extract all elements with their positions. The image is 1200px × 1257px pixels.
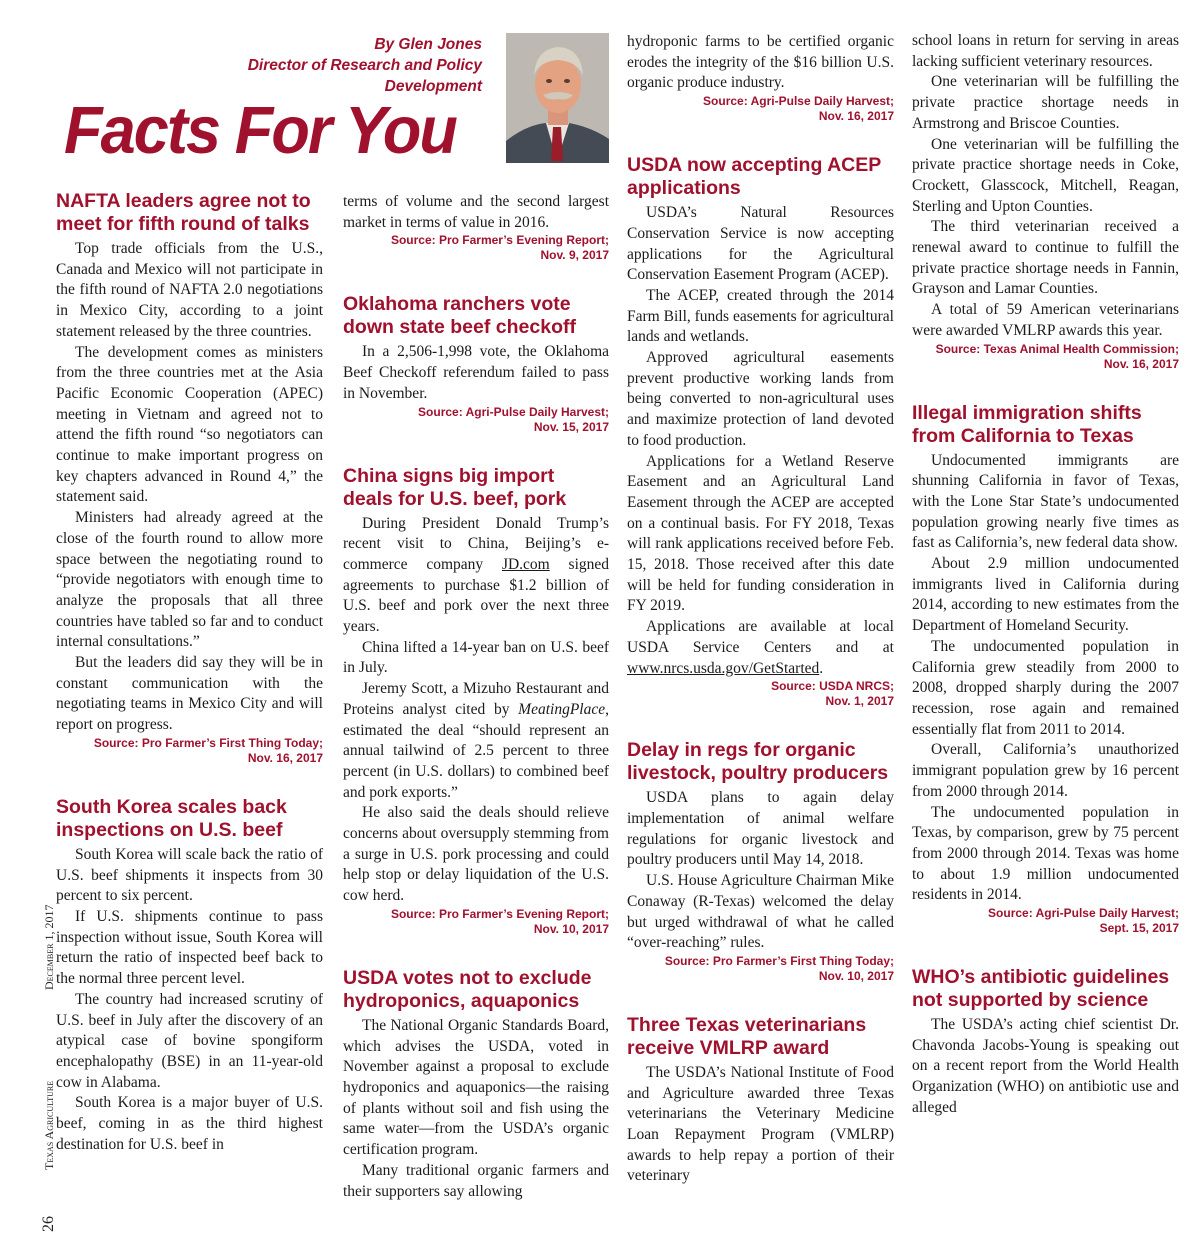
jd-link[interactable]: JD.com [501, 555, 550, 573]
paragraph: One veterinarian will be fulfilling the private practice shortage needs in Coke, Crockett, Glasscock, Mitchell, Reagan, Sterling and Upton Counties. [912, 135, 1179, 215]
byline-name: By Glen Jones [374, 36, 482, 53]
text: Jeremy Scott, a Mizuho Restaurant and Proteins analyst cited by [343, 680, 609, 718]
headline: NAFTA leaders agree not to meet for fifth round of talks [56, 190, 311, 235]
article-china [343, 465, 609, 937]
folio-date: December 1, 2017 [42, 904, 56, 990]
author-photo [506, 33, 609, 163]
source-date: Nov. 9, 2017 [540, 248, 609, 263]
text: Applications are available at local USDA Service Centers and at [627, 618, 894, 656]
paragraph: South Korea is a major buyer of U.S. beef, coming in as the third highest destination for U.S. beef in [56, 1094, 323, 1153]
text: . [819, 659, 824, 677]
paragraph: The USDA’s acting chief scientist Dr. Chavonda Jacobs-Young is speaking out on a recent report from the World Health Organization (WHO) on antibiotic use and alleged [912, 1016, 1179, 1116]
paragraph: About 2.9 million undocumented immigrants lived in California during 2014, according to new estimates from the Department of Homeland Security. [912, 555, 1179, 635]
paragraph-continued: terms of volume and the second largest market in terms of value in 2016. [343, 193, 609, 231]
paragraph: USDA’s Natural Resources Conservation Service is now accepting applications for the Agricultural Conservation Easement Program (ACEP). [627, 204, 894, 284]
paragraph: Approved agricultural easements prevent productive working lands from being converted to non-agricultural uses and maximize protection of land devoted to food production. [627, 349, 894, 449]
headline: Three Texas veterinarians receive VMLRP award [627, 1013, 867, 1059]
source-credit: Source: Pro Farmer’s First Thing Today; [664, 953, 894, 968]
source-credit: Source: Pro Farmer’s Evening Report; [390, 906, 609, 921]
paragraph [627, 617, 894, 679]
paragraph: The development comes as ministers from the three countries met at the Asia Pacific Economic Cooperation (APEC) meeting in Vietnam and agreed not to attend the fifth round “so negotiators can continue to make important progress on key chapters advanced in Round 4,” the statement said. [56, 343, 323, 506]
paragraph: One veterinarian will be fulfilling the private practice shortage needs in Armstrong and Briscoe Counties. [912, 73, 1179, 132]
article-organic-livestock [627, 739, 894, 984]
source-date: Nov. 16, 2017 [247, 750, 323, 765]
source-credit: Source: USDA NRCS; [771, 679, 894, 694]
headline: Oklahoma ranchers vote down state beef checkoff [343, 293, 576, 339]
headline: Delay in regs for organic livestock, poultry producers [627, 739, 889, 785]
paragraph: Overall, California’s unauthorized immigrant population grew by 16 percent from 2000 through 2014. [912, 741, 1179, 800]
source-date: Sept. 15, 2017 [1099, 921, 1179, 936]
headline: Illegal immigration shifts from California to Texas [912, 401, 1142, 447]
source-date: Nov. 10, 2017 [818, 968, 894, 983]
source-date: Nov. 1, 2017 [825, 694, 894, 709]
paragraph: The undocumented population in Texas, by comparison, grew by 75 percent from 2000 through 2014. Texas was home to about 1.9 million undocumented residents in 2014. [912, 803, 1179, 904]
byline-title: Director of Research and Policy Development [247, 57, 482, 95]
source-credit: Source: Agri-Pulse Daily Harvest; [988, 906, 1179, 921]
source-date: Nov. 16, 2017 [1103, 356, 1179, 371]
paragraph [343, 514, 609, 638]
publication-name: MeatingPlace [518, 700, 606, 718]
paragraph: In a 2,506-1,998 vote, the Oklahoma Beef Checkoff referendum failed to pass in November. [343, 343, 609, 402]
paragraph: But the leaders did say they will be in constant communication with the negotiating teams in Mexico City and will report on progress. [56, 654, 323, 734]
article-acep [627, 154, 894, 709]
headline: USDA votes not to exclude hydroponics, aquaponics [343, 966, 592, 1012]
paragraph: The ACEP, created through the 2014 Farm Bill, funds easements for agricultural lands and wetlands. [627, 286, 894, 346]
text: , estimated the deal “should represent an annual tailwind of 2.5 percent to three percent (in U.S. dollars) to combined beef and pork exports.” [343, 700, 609, 801]
headline: WHO’s antibiotic guidelines not supported by science [912, 966, 1170, 1012]
article-oklahoma [343, 293, 609, 434]
byline [150, 34, 482, 97]
paragraph: USDA plans to again delay implementation of animal welfare regulations for organic livestock and poultry producers until May 14, 2018. [627, 789, 894, 869]
paragraph: He also said the deals should relieve concerns about oversupply stemming from a surge in U.S. pork processing and could help stop or delay liquidation of the U.S. cow herd. [343, 804, 609, 905]
author-portrait-icon [506, 33, 609, 163]
column-2 [343, 192, 609, 1202]
folio [36, 892, 58, 1237]
article-hydroponics [343, 967, 609, 1202]
article-south-korea [56, 796, 323, 1156]
source-credit: Source: Pro Farmer’s First Thing Today; [93, 735, 323, 750]
paragraph-continued: school loans in return for serving in areas lacking sufficient veterinary resources. [912, 32, 1179, 70]
source-credit: Source: Pro Farmer’s Evening Report; [390, 233, 609, 248]
article-veterinarians [627, 1014, 894, 1187]
section-title: Facts For You [64, 93, 457, 168]
paragraph: Applications for a Wetland Reserve Easement and an Agricultural Land Easement through the ACEP are accepted on a continual basis. For FY 2018, Texas will rank applications received before Feb. 15, 2018. Those received after this date will be held for funding consideration in FY 2019. [627, 452, 894, 615]
paragraph: A total of 59 American veterinarians were awarded VMLRP awards this year. [912, 301, 1179, 339]
paragraph: Many traditional organic farmers and their supporters say allowing [343, 1161, 609, 1200]
headline: China signs big import deals for U.S. beef, pork [343, 464, 567, 510]
paragraph: Top trade officials from the U.S., Canada and Mexico will not participate in the fifth round of NAFTA 2.0 negotiations in Mexico City, according to a joint statement released by the three countries. [56, 240, 323, 340]
paragraph: If U.S. shipments continue to pass inspection without issue, South Korea will return the ratio of inspected beef back to the normal three percent level. [56, 907, 323, 988]
paragraph: Ministers had already agreed at the close of the fourth round to allow more space between the negotiating round to “provide negotiators with enough time to analyze the proposals that all three countries have tabled so far and to conduct internal consultations.” [56, 509, 323, 651]
column-1 [56, 190, 323, 1155]
page-number: 26 [40, 1216, 57, 1232]
nrcs-link[interactable]: www.nrcs.usda.gov/GetStarted [627, 659, 820, 677]
paragraph: Undocumented immigrants are shunning California in favor of Texas, with the Lone Star State’s undocumented population growing nearly five times as fast as California’s, new federal data show. [912, 451, 1179, 552]
headline: South Korea scales back inspections on U.S. beef [56, 795, 287, 841]
text: signed agreements to purchase $1.2 billion of U.S. beef and pork over the next three years. [343, 555, 610, 636]
paragraph-continued: hydroponic farms to be certified organic erodes the integrity of the $16 billion U.S. organic produce industry. [627, 33, 894, 92]
paragraph: The third veterinarian received a renewal award to continue to fulfill the private practice shortage needs in Fannin, Grayson and Lamar Counties. [912, 218, 1179, 298]
article-nafta [56, 190, 323, 766]
source-date: Nov. 15, 2017 [533, 419, 609, 434]
paragraph: The country had increased scrutiny of U.S. beef in July after the discovery of an atypical case of bovine spongiform encephalopathy (BSE) in an 11-year-old cow in Alabama. [56, 990, 323, 1091]
paragraph: The National Organic Standards Board, which advises the USDA, voted in November against a proposal to exclude hydroponics and aquaponics—the raising of plants without soil and fish using the same water—from the USDA’s organic certification program. [343, 1016, 609, 1159]
paragraph: The USDA’s National Institute of Food and Agriculture awarded three Texas veterinarians the Veterinary Medicine Loan Repayment Program (VMLRP) awards to help repay a portion of their veterinary [627, 1063, 894, 1185]
column-4 [912, 31, 1179, 1119]
article-immigration [912, 402, 1179, 936]
paragraph: The undocumented population in California grew steadily from 2000 to 2008, dropped sharply during the 2007 recession, rose again and remained essentially flat from 2011 to 2014. [912, 637, 1179, 738]
headline: USDA now accepting ACEP applications [627, 154, 881, 200]
source-credit: Source: Texas Animal Health Commission; [935, 341, 1179, 356]
text: During President Donald Trump’s recent visit to China, Beijing’s e-commerce company [343, 514, 609, 573]
paragraph: South Korea will scale back the ratio of U.S. beef shipments it inspects from 30 percent to six percent. [56, 845, 323, 905]
paragraph: U.S. House Agriculture Chairman Mike Conaway (R-Texas) welcomed the delay but urged withdrawal of what he called “over-reaching” rules. [627, 872, 894, 952]
source-credit: Source: Agri-Pulse Daily Harvest; [418, 404, 609, 419]
source-credit: Source: Agri-Pulse Daily Harvest; [703, 94, 894, 109]
folio-magazine: Texas Agriculture [42, 1080, 56, 1170]
column-3 [627, 32, 894, 1187]
paragraph: China lifted a 14-year ban on U.S. beef in July. [343, 638, 609, 677]
paragraph [343, 679, 609, 803]
source-date: Nov. 16, 2017 [818, 109, 894, 124]
article-who-antibiotics [912, 966, 1179, 1119]
source-date: Nov. 10, 2017 [533, 921, 609, 936]
